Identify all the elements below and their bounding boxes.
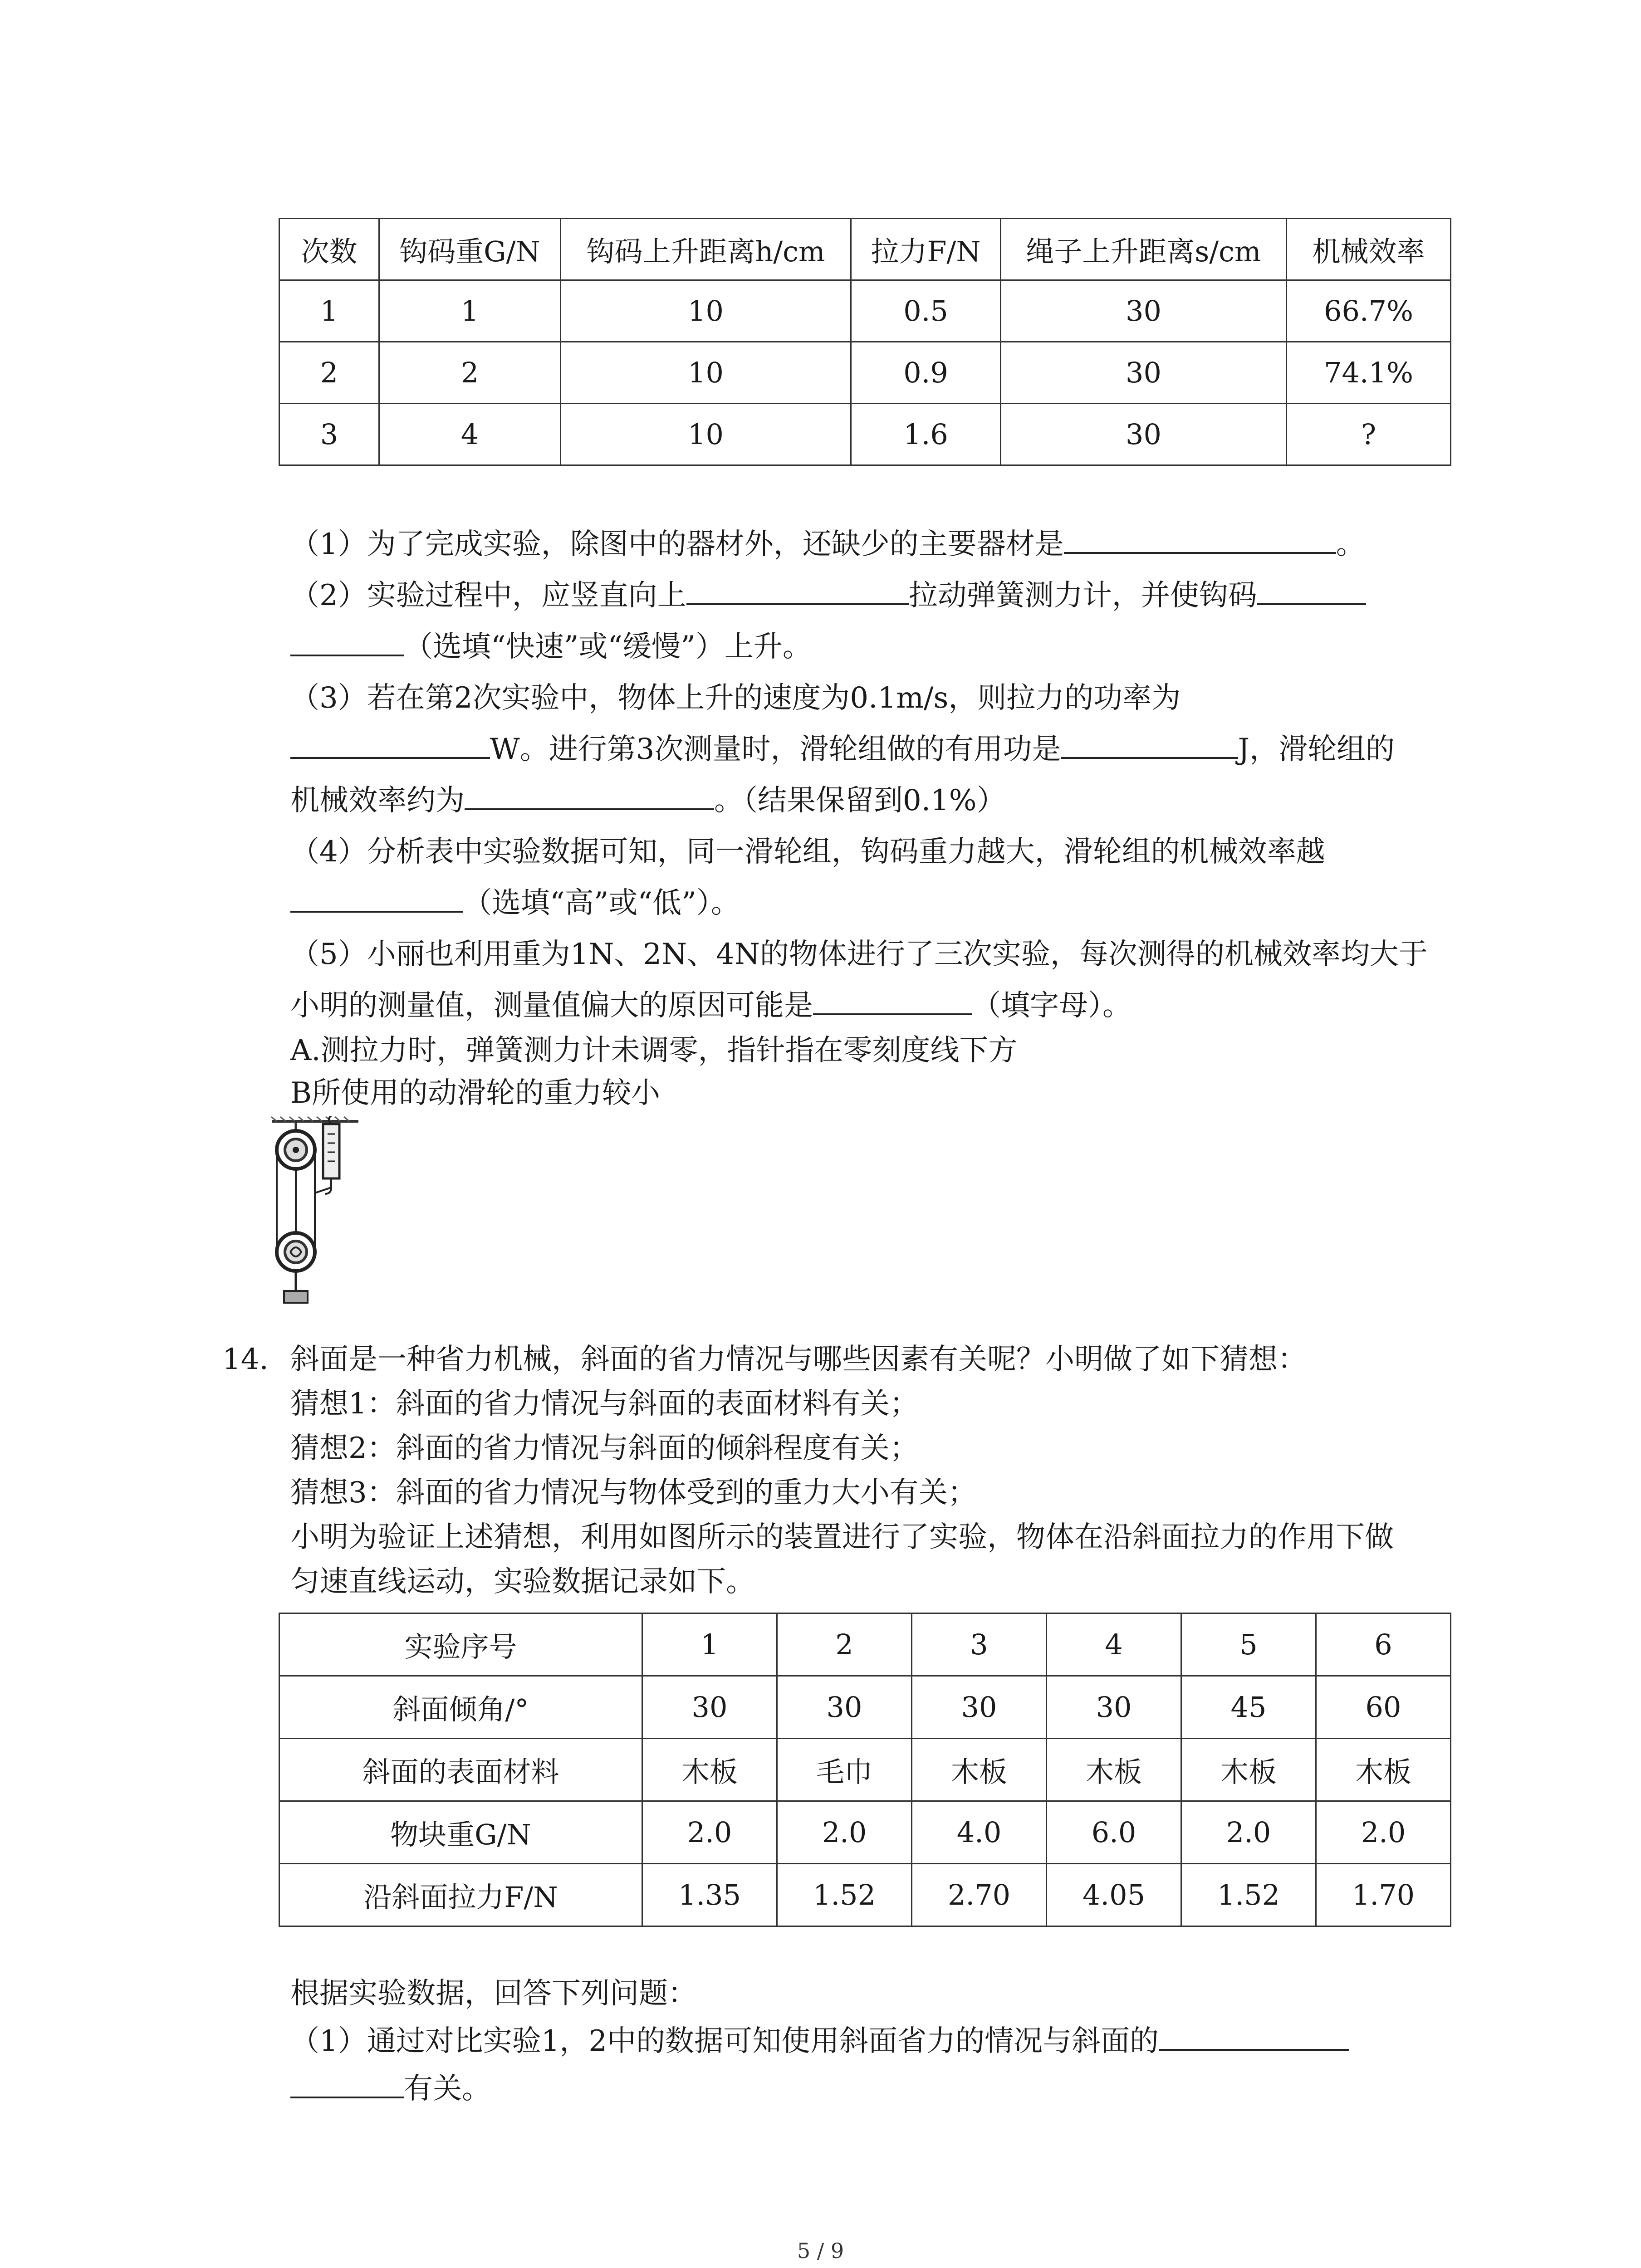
table-cell: 1 bbox=[279, 280, 379, 342]
q13-part3-cont bbox=[290, 727, 1395, 772]
table-cell: 毛巾 bbox=[777, 1739, 912, 1801]
q13-part5-text-c: （填字母）。 bbox=[972, 989, 1132, 1022]
table-cell: 66.7% bbox=[1287, 280, 1451, 342]
question-number: 14. bbox=[222, 1343, 269, 1376]
q14-intro bbox=[222, 1337, 1307, 1382]
table-cell: 2.70 bbox=[912, 1864, 1047, 1926]
table-cell: 2 bbox=[279, 342, 379, 404]
q13-part2-text-c: （选填“快速”或“缓慢”）上升。 bbox=[404, 630, 812, 664]
q13-part1-end: 。 bbox=[1336, 528, 1365, 561]
table-cell: 3 bbox=[912, 1613, 1047, 1676]
table-cell: 6 bbox=[1316, 1613, 1451, 1676]
table-cell: 10 bbox=[561, 342, 851, 404]
header-cell: 绳子上升距离s/cm bbox=[1001, 219, 1287, 280]
table-cell: 2.0 bbox=[777, 1801, 912, 1864]
q14-desc bbox=[290, 1515, 1394, 1560]
option-b bbox=[290, 1070, 660, 1116]
guess-3 bbox=[290, 1470, 977, 1515]
option-a bbox=[290, 1028, 1018, 1073]
q13-part3 bbox=[290, 675, 1181, 721]
table-header-row bbox=[279, 219, 1451, 280]
header-cell: 钩码上升距离h/cm bbox=[561, 219, 851, 280]
row-label: 斜面的表面材料 bbox=[279, 1739, 642, 1801]
table-cell: 0.9 bbox=[851, 342, 1001, 404]
q13-part3-cont2 bbox=[290, 778, 1006, 823]
option-a-text: A.测拉力时，弹簧测力计未调零，指针指在零刻度线下方 bbox=[290, 1034, 1018, 1067]
answer-blank[interactable] bbox=[1159, 2020, 1349, 2051]
row-label: 斜面倾角/° bbox=[279, 1676, 642, 1739]
table-cell: 4 bbox=[1047, 1613, 1181, 1676]
guess-2 bbox=[290, 1426, 919, 1471]
header-cell: 次数 bbox=[279, 219, 379, 280]
q14-desc-text: 小明为验证上述猜想，利用如图所示的装置进行了实验，物体在沿斜面拉力的作用下做 bbox=[290, 1520, 1394, 1554]
table-cell: 木板 bbox=[1181, 1739, 1316, 1801]
pulley-figure bbox=[268, 1116, 377, 1306]
table-row bbox=[279, 1864, 1451, 1926]
q13-part1 bbox=[290, 522, 1365, 567]
guess-3-text: 猜想3：斜面的省力情况与物体受到的重力大小有关； bbox=[290, 1476, 977, 1510]
table-cell: 4 bbox=[379, 404, 561, 465]
table-row bbox=[279, 1613, 1451, 1676]
answer-blank[interactable] bbox=[1061, 728, 1238, 759]
q13-part4-text: （4）分析表中实验数据可知，同一滑轮组，钩码重力越大，滑轮组的机械效率越 bbox=[290, 835, 1325, 869]
table-row bbox=[279, 280, 1451, 342]
table-cell: 2.0 bbox=[642, 1801, 777, 1864]
guess-1-text: 猜想1：斜面的省力情况与斜面的表面材料有关； bbox=[290, 1387, 919, 1421]
header-cell: 机械效率 bbox=[1287, 219, 1451, 280]
table-row bbox=[279, 1676, 1451, 1739]
table-cell: 30 bbox=[1001, 342, 1287, 404]
q14-desc-text-b: 匀速直线运动，实验数据记录如下。 bbox=[290, 1565, 755, 1598]
table-cell: ? bbox=[1287, 404, 1451, 465]
q13-part3-text-e: 。（结果保留到0.1%） bbox=[714, 784, 1006, 817]
q14-intro-text: 斜面是一种省力机械，斜面的省力情况与哪些因素有关呢？小明做了如下猜想： bbox=[290, 1343, 1307, 1376]
table-cell: 30 bbox=[1047, 1676, 1181, 1739]
q13-part5-cont bbox=[290, 983, 1132, 1028]
table-cell: 1.6 bbox=[851, 404, 1001, 465]
q13-part5-text-b: 小明的测量值，测量值偏大的原因可能是 bbox=[290, 989, 813, 1022]
table-cell: 2.0 bbox=[1316, 1801, 1451, 1864]
guess-2-text: 猜想2：斜面的省力情况与斜面的倾斜程度有关； bbox=[290, 1432, 919, 1465]
answer-blank[interactable] bbox=[290, 626, 404, 656]
header-cell: 钩码重G/N bbox=[379, 219, 561, 280]
table-row bbox=[279, 404, 1451, 465]
table-cell: 3 bbox=[279, 404, 379, 465]
answer-blank[interactable] bbox=[813, 984, 972, 1015]
table-cell: 10 bbox=[561, 404, 851, 465]
table-cell: 2 bbox=[777, 1613, 912, 1676]
q14-sub1-text: （1）通过对比实验1，2中的数据可知使用斜面省力的情况与斜面的 bbox=[290, 2024, 1159, 2058]
table-cell: 30 bbox=[642, 1676, 777, 1739]
q14-sub1 bbox=[290, 2019, 1349, 2064]
q14-sub1-cont bbox=[290, 2066, 491, 2112]
answer-blank[interactable] bbox=[290, 882, 463, 913]
option-b-text: B所使用的动滑轮的重力较小 bbox=[290, 1076, 661, 1110]
row-label: 沿斜面拉力F/N bbox=[279, 1864, 642, 1926]
q13-part4 bbox=[290, 829, 1325, 875]
table-cell: 30 bbox=[1001, 280, 1287, 342]
incline-data-table bbox=[279, 1613, 1451, 1927]
table-cell: 4.0 bbox=[912, 1801, 1047, 1864]
q13-part2-cont bbox=[290, 624, 812, 670]
q13-part5 bbox=[290, 932, 1428, 977]
table-cell: 木板 bbox=[642, 1739, 777, 1801]
table-row bbox=[279, 1801, 1451, 1864]
table-cell: 4.05 bbox=[1047, 1864, 1181, 1926]
q13-part1-text: （1）为了完成实验，除图中的器材外，还缺少的主要器材是 bbox=[290, 528, 1064, 561]
table-cell: 木板 bbox=[912, 1739, 1047, 1801]
table-cell: 2.0 bbox=[1181, 1801, 1316, 1864]
q14-answer-intro bbox=[290, 1971, 697, 2016]
row-label: 实验序号 bbox=[279, 1613, 642, 1676]
row-label: 物块重G/N bbox=[279, 1801, 642, 1864]
table-cell: 74.1% bbox=[1287, 342, 1451, 404]
table-cell: 30 bbox=[912, 1676, 1047, 1739]
table-cell: 2 bbox=[379, 342, 561, 404]
q13-part3-text-c: J，滑轮组的 bbox=[1238, 733, 1395, 766]
table-cell: 0.5 bbox=[851, 280, 1001, 342]
q13-part2-text: （2）实验过程中，应竖直向上 bbox=[290, 579, 686, 612]
table-cell: 1.52 bbox=[777, 1864, 912, 1926]
table-cell: 木板 bbox=[1316, 1739, 1451, 1801]
answer-blank[interactable] bbox=[290, 728, 490, 759]
q13-part5-text: （5）小丽也利用重为1N、2N、4N的物体进行了三次实验，每次测得的机械效率均大于 bbox=[290, 938, 1428, 971]
answer-blank[interactable] bbox=[465, 779, 714, 810]
table-row bbox=[279, 1739, 1451, 1801]
q13-part3-text-d: 机械效率约为 bbox=[290, 784, 465, 817]
table-cell: 1 bbox=[379, 280, 561, 342]
table-cell: 30 bbox=[1001, 404, 1287, 465]
q13-part3-text: （3）若在第2次实验中，物体上升的速度为0.1m/s，则拉力的功率为 bbox=[290, 681, 1181, 715]
table-cell: 60 bbox=[1316, 1676, 1451, 1739]
page-number: 5 / 9 bbox=[797, 2239, 844, 2263]
guess-1 bbox=[290, 1381, 919, 1427]
q13-part4-cont bbox=[290, 880, 740, 926]
table-cell: 30 bbox=[777, 1676, 912, 1739]
q14-answer-text: 根据实验数据，回答下列问题： bbox=[290, 1977, 697, 2010]
table-cell: 1.52 bbox=[1181, 1864, 1316, 1926]
table-cell: 1.70 bbox=[1316, 1864, 1451, 1926]
table-cell: 1 bbox=[642, 1613, 777, 1676]
table-cell: 45 bbox=[1181, 1676, 1316, 1739]
q14-desc-cont bbox=[290, 1559, 755, 1604]
q14-sub1-text-b: 有关。 bbox=[404, 2072, 491, 2106]
q13-part2 bbox=[290, 573, 1366, 618]
table-row bbox=[279, 342, 1451, 404]
table-cell: 木板 bbox=[1047, 1739, 1181, 1801]
table-cell: 1.35 bbox=[642, 1864, 777, 1926]
q13-part3-text-b: W。进行第3次测量时，滑轮组做的有用功是 bbox=[490, 733, 1061, 766]
answer-blank[interactable] bbox=[290, 2068, 404, 2098]
table-cell: 5 bbox=[1181, 1613, 1316, 1676]
q13-part4-text-b: （选填“高”或“低”）。 bbox=[463, 886, 740, 920]
q13-part2-text-b: 拉动弹簧测力计，并使钩码 bbox=[908, 579, 1257, 612]
answer-blank[interactable] bbox=[1064, 523, 1336, 554]
header-cell: 拉力F/N bbox=[851, 219, 1001, 280]
table-cell: 6.0 bbox=[1047, 1801, 1181, 1864]
pulley-data-table bbox=[279, 218, 1451, 466]
answer-blank[interactable] bbox=[1257, 574, 1366, 605]
table-cell: 10 bbox=[561, 280, 851, 342]
answer-blank[interactable] bbox=[686, 574, 909, 605]
